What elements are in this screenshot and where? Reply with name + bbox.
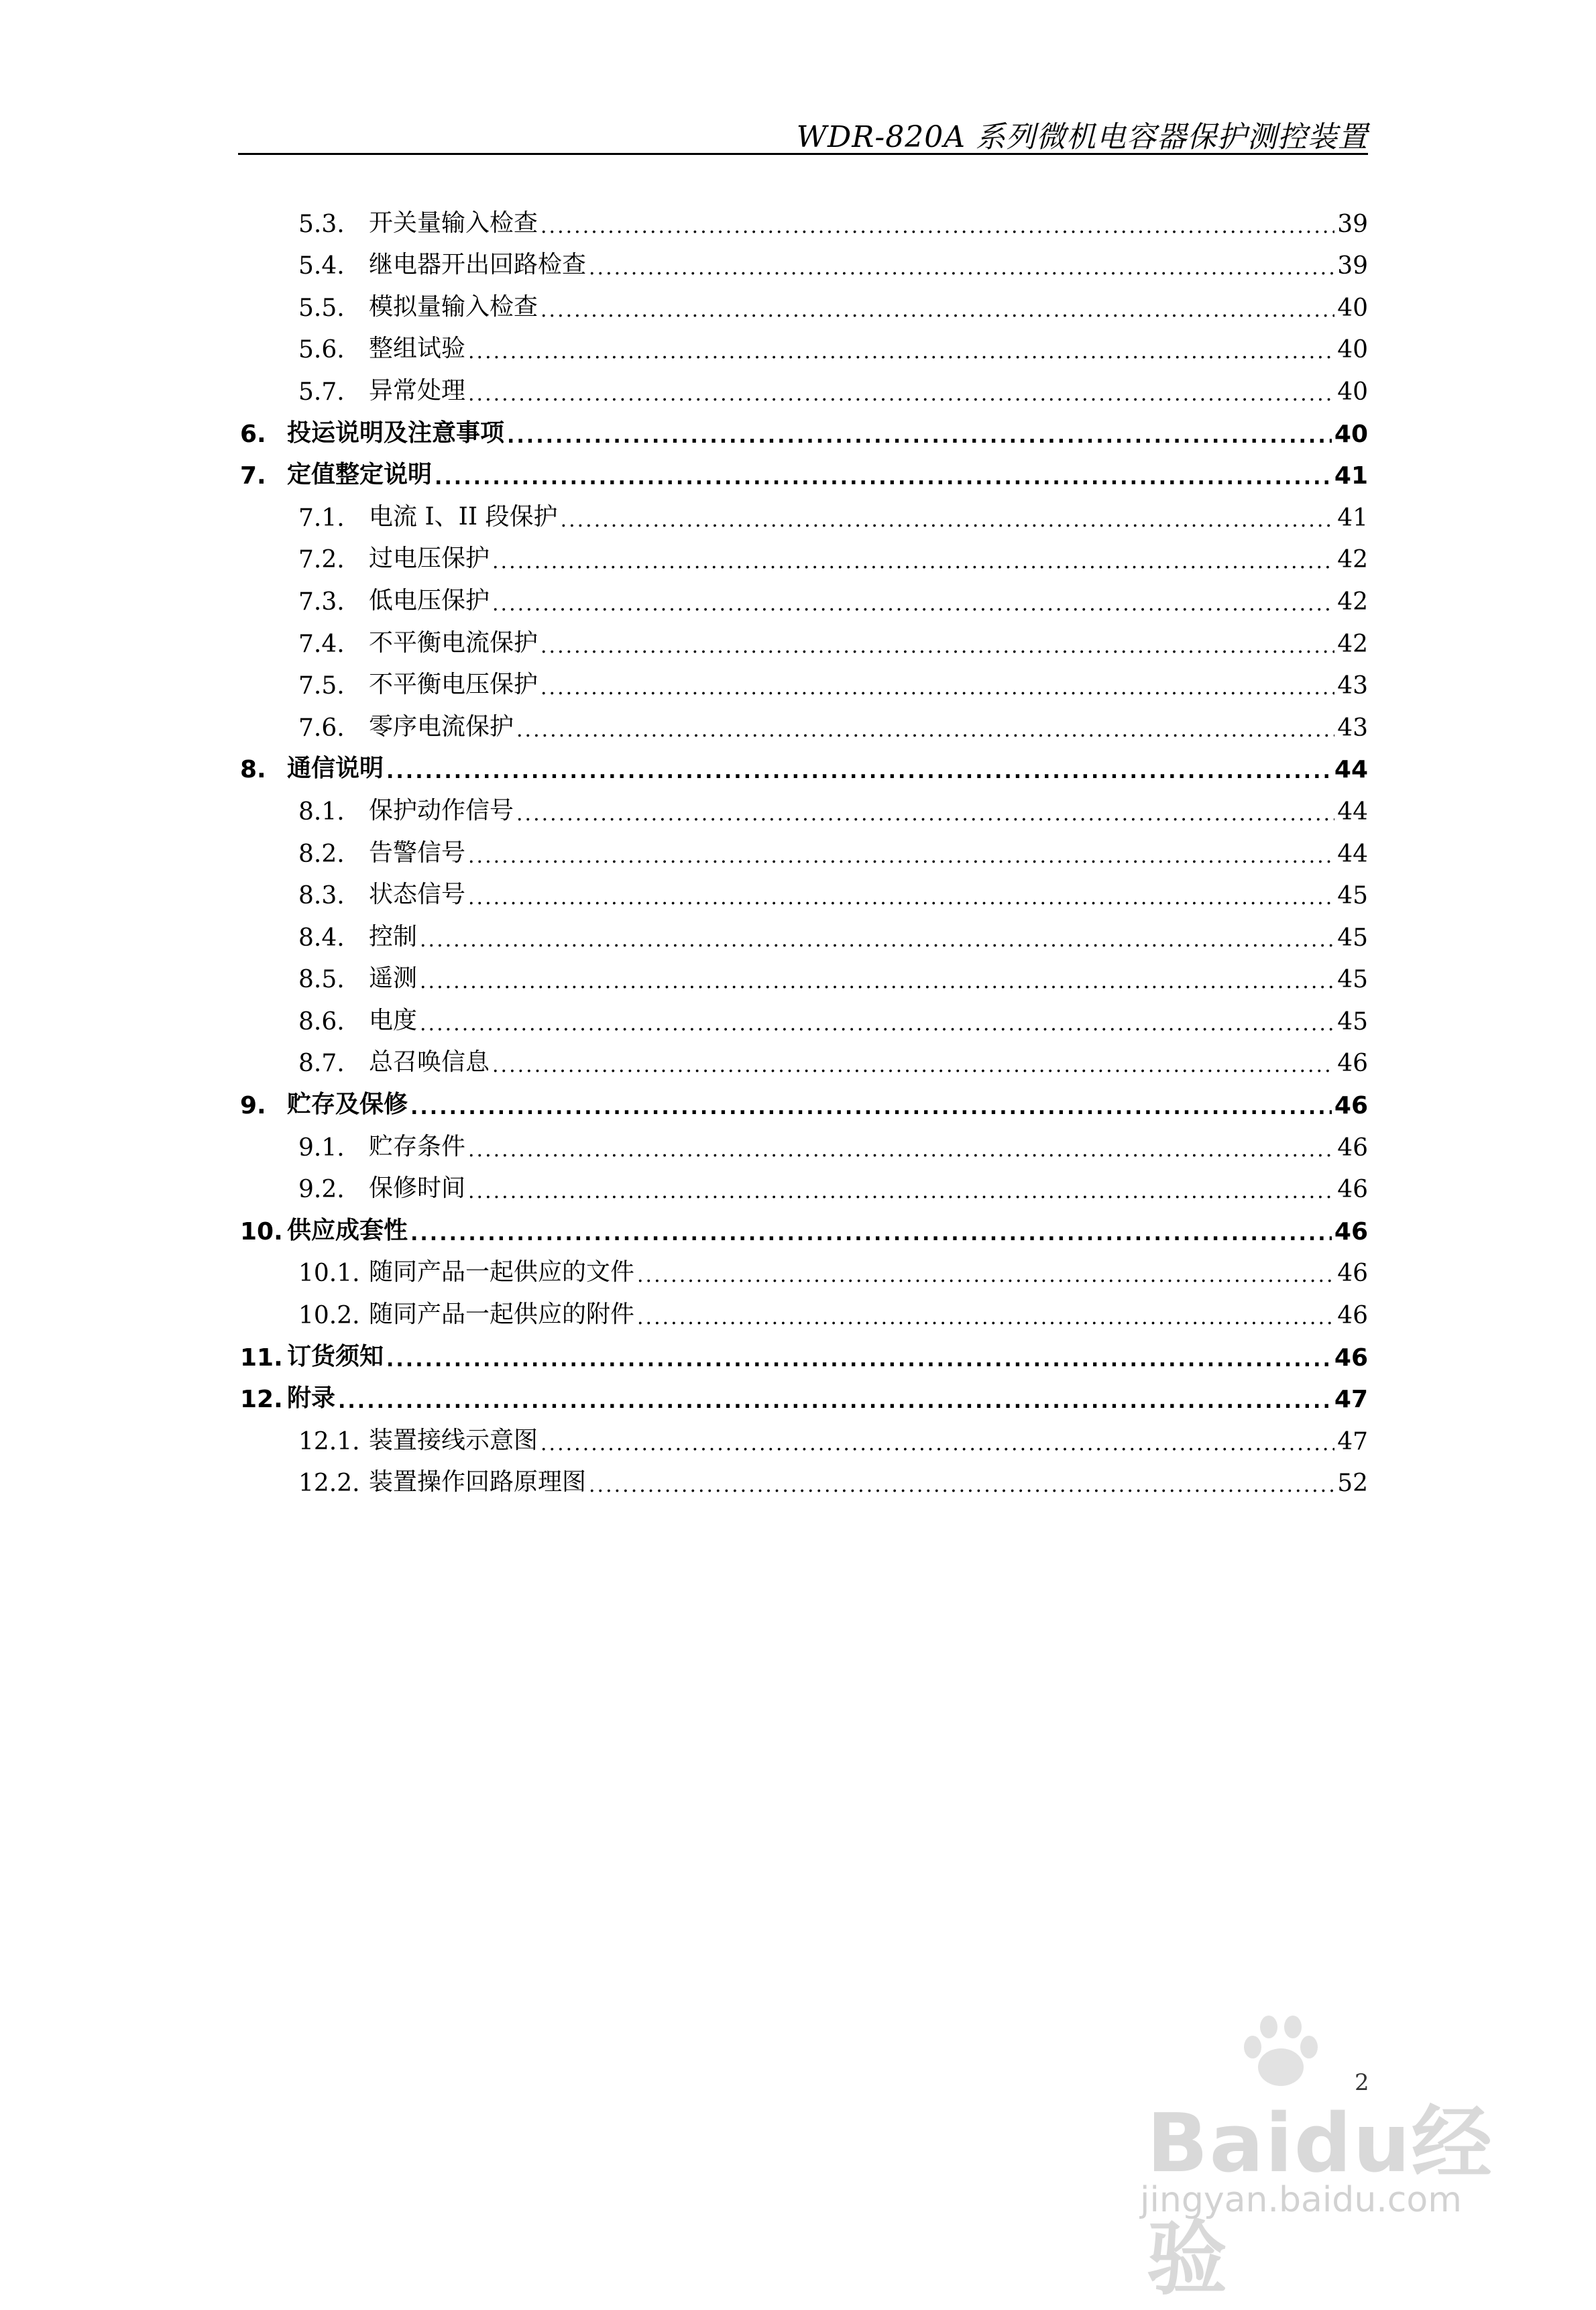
- toc-leader-dots: [435, 465, 1332, 486]
- toc-entry-number: 5.4.: [298, 252, 345, 280]
- toc-entry-label: 贮存条件: [369, 1132, 466, 1160]
- toc-entry-number: 7.4.: [298, 630, 345, 658]
- toc-chapter-entry[interactable]: [238, 448, 1368, 490]
- toc-entry-page: 39: [1337, 252, 1368, 280]
- toc-section-entry[interactable]: [238, 868, 1368, 910]
- toc-entry-page: 47: [1334, 1386, 1368, 1414]
- toc-entry-number: 11.: [240, 1343, 283, 1372]
- toc-leader-dots: [468, 844, 1334, 864]
- toc-leader-dots: [507, 424, 1332, 444]
- toc-leader-dots: [468, 885, 1334, 905]
- toc-entry-label: 异常处理: [369, 376, 466, 404]
- toc-entry-number: 8.4.: [298, 924, 345, 952]
- toc-leader-dots: [420, 969, 1334, 989]
- toc-entry-label: 定值整定说明: [287, 461, 433, 489]
- toc-leader-dots: [561, 508, 1335, 528]
- toc-section-entry[interactable]: [238, 1119, 1368, 1162]
- toc-leader-dots: [540, 634, 1334, 654]
- toc-entry-page: 40: [1337, 378, 1368, 406]
- toc-entry-label: 保修时间: [369, 1174, 466, 1203]
- toc-entry-page: 42: [1337, 630, 1368, 658]
- toc-entry-page: 46: [1337, 1302, 1368, 1330]
- toc-entry-number: 5.3.: [298, 210, 345, 238]
- toc-entry-page: 46: [1334, 1217, 1368, 1246]
- toc-entry-label: 状态信号: [369, 881, 466, 909]
- toc-entry-number: 8.7.: [298, 1050, 345, 1078]
- toc-chapter-entry[interactable]: [238, 406, 1368, 448]
- toc-section-entry[interactable]: [238, 616, 1368, 658]
- toc-section-entry[interactable]: [238, 238, 1368, 280]
- toc-entry-page: 41: [1337, 504, 1368, 532]
- toc-chapter-entry[interactable]: [238, 1077, 1368, 1119]
- toc-entry-label: 投运说明及注意事项: [287, 419, 505, 447]
- toc-section-entry[interactable]: [238, 280, 1368, 322]
- toc-section-entry[interactable]: [238, 783, 1368, 826]
- toc-entry-label: 零序电流保护: [369, 712, 514, 740]
- toc-entry-page: 46: [1337, 1134, 1368, 1162]
- toc-section-entry[interactable]: [238, 700, 1368, 742]
- watermark-brand: Baidu经验: [1147, 2097, 1493, 2306]
- watermark: [1106, 2005, 1509, 2306]
- toc-section-entry[interactable]: [238, 826, 1368, 868]
- toc-entry-label: 电流 I、II 段保护: [369, 502, 558, 531]
- toc-leader-dots: [468, 1179, 1334, 1199]
- toc-entry-number: 7.5.: [298, 672, 345, 700]
- toc-section-entry[interactable]: [238, 1162, 1368, 1204]
- toc-leader-dots: [410, 1221, 1332, 1242]
- toc-entry-label: 模拟量输入检查: [369, 292, 538, 321]
- watermark-url: jingyan.baidu.com: [1140, 2180, 1462, 2220]
- toc-leader-dots: [492, 592, 1334, 612]
- toc-entry-number: 7.1.: [298, 504, 345, 532]
- toc-chapter-entry[interactable]: [238, 742, 1368, 784]
- toc-entry-label: 不平衡电流保护: [369, 628, 538, 657]
- table-of-contents: [238, 196, 1368, 1497]
- toc-entry-label: 供应成套性: [287, 1216, 408, 1244]
- toc-entry-page: 39: [1337, 210, 1368, 238]
- toc-entry-number: 7.3.: [298, 588, 345, 616]
- toc-entry-number: 8.6.: [298, 1007, 345, 1036]
- toc-section-entry[interactable]: [238, 1287, 1368, 1329]
- toc-entry-page: 44: [1337, 840, 1368, 868]
- toc-entry-number: 9.: [240, 1092, 266, 1120]
- toc-leader-dots: [540, 214, 1334, 234]
- toc-entry-number: 12.1.: [298, 1427, 360, 1455]
- toc-section-entry[interactable]: [238, 196, 1368, 238]
- toc-entry-number: 8.5.: [298, 966, 345, 994]
- toc-leader-dots: [540, 675, 1334, 696]
- toc-leader-dots: [386, 1348, 1332, 1368]
- toc-leader-dots: [492, 549, 1334, 569]
- toc-entry-page: 42: [1337, 546, 1368, 574]
- toc-entry-label: 开关量输入检查: [369, 209, 538, 237]
- toc-leader-dots: [468, 1138, 1334, 1158]
- toc-leader-dots: [637, 1263, 1334, 1283]
- toc-section-entry[interactable]: [238, 910, 1368, 952]
- toc-entry-number: 12.2.: [298, 1470, 360, 1498]
- toc-entry-page: 43: [1337, 714, 1368, 742]
- toc-leader-dots: [637, 1305, 1334, 1325]
- toc-entry-number: 7.: [240, 462, 266, 490]
- toc-entry-page: 46: [1334, 1343, 1368, 1372]
- toc-entry-number: 10.1.: [298, 1260, 360, 1288]
- toc-entry-page: 40: [1334, 420, 1368, 448]
- toc-section-entry[interactable]: [238, 1246, 1368, 1288]
- toc-section-entry[interactable]: [238, 952, 1368, 994]
- toc-entry-number: 7.6.: [298, 714, 345, 742]
- toc-section-entry[interactable]: [238, 364, 1368, 406]
- running-header-title: WDR-820A 系列微机电容器保护测控装置: [796, 120, 1368, 154]
- toc-entry-label: 低电压保护: [369, 586, 490, 614]
- toc-leader-dots: [540, 298, 1334, 318]
- toc-leader-dots: [468, 382, 1334, 402]
- toc-entry-label: 贮存及保修: [287, 1091, 408, 1119]
- toc-entry-page: 43: [1337, 672, 1368, 700]
- toc-entry-page: 52: [1337, 1470, 1368, 1498]
- toc-entry-number: 8.3.: [298, 882, 345, 910]
- toc-entry-page: 41: [1334, 462, 1368, 490]
- toc-entry-number: 8.1.: [298, 798, 345, 826]
- toc-leader-dots: [540, 1431, 1334, 1451]
- toc-entry-label: 控制: [369, 922, 418, 950]
- toc-entry-number: 10.2.: [298, 1302, 360, 1330]
- toc-entry-label: 总召唤信息: [369, 1048, 490, 1077]
- toc-entry-label: 通信说明: [287, 755, 384, 783]
- toc-entry-label: 不平衡电压保护: [369, 671, 538, 699]
- toc-leader-dots: [468, 339, 1334, 360]
- toc-section-entry[interactable]: [238, 532, 1368, 574]
- toc-entry-page: 42: [1337, 588, 1368, 616]
- toc-section-entry[interactable]: [238, 490, 1368, 532]
- toc-entry-page: 45: [1337, 882, 1368, 910]
- toc-section-entry[interactable]: [238, 573, 1368, 616]
- toc-chapter-entry[interactable]: [238, 1203, 1368, 1246]
- toc-entry-number: 8.2.: [298, 840, 345, 868]
- toc-entry-label: 随同产品一起供应的文件: [369, 1258, 635, 1286]
- toc-leader-dots: [338, 1389, 1332, 1409]
- toc-entry-page: 46: [1337, 1050, 1368, 1078]
- toc-entry-page: 46: [1334, 1092, 1368, 1120]
- toc-entry-number: 9.1.: [298, 1134, 345, 1162]
- toc-entry-page: 40: [1337, 294, 1368, 322]
- toc-entry-page: 40: [1337, 336, 1368, 364]
- toc-entry-page: 47: [1337, 1427, 1368, 1455]
- toc-entry-label: 遥测: [369, 965, 418, 993]
- toc-chapter-entry[interactable]: [238, 1329, 1368, 1372]
- toc-entry-label: 装置接线示意图: [369, 1426, 538, 1454]
- toc-entry-label: 过电压保护: [369, 545, 490, 573]
- toc-leader-dots: [516, 802, 1334, 822]
- toc-entry-label: 整组试验: [369, 335, 466, 363]
- toc-leader-dots: [589, 256, 1334, 276]
- toc-entry-number: 10.: [240, 1217, 283, 1246]
- toc-entry-page: 46: [1337, 1260, 1368, 1288]
- toc-entry-label: 告警信号: [369, 838, 466, 867]
- toc-leader-dots: [420, 928, 1334, 948]
- toc-chapter-entry[interactable]: [238, 1372, 1368, 1414]
- toc-section-entry[interactable]: [238, 993, 1368, 1036]
- toc-leader-dots: [516, 718, 1334, 738]
- toc-section-entry[interactable]: [238, 1455, 1368, 1498]
- toc-entry-page: 46: [1337, 1176, 1368, 1204]
- header-rule: [238, 153, 1368, 155]
- toc-leader-dots: [410, 1095, 1332, 1115]
- toc-section-entry[interactable]: [238, 1413, 1368, 1455]
- toc-entry-label: 继电器开出回路检查: [369, 251, 587, 279]
- toc-entry-label: 保护动作信号: [369, 796, 514, 824]
- toc-section-entry[interactable]: [238, 658, 1368, 700]
- toc-entry-label: 随同产品一起供应的附件: [369, 1301, 635, 1329]
- toc-entry-label: 电度: [369, 1006, 418, 1034]
- toc-entry-label: 附录: [287, 1384, 336, 1413]
- toc-section-entry[interactable]: [238, 322, 1368, 364]
- toc-entry-number: 5.6.: [298, 336, 345, 364]
- toc-entry-label: 装置操作回路原理图: [369, 1468, 587, 1496]
- toc-entry-number: 9.2.: [298, 1176, 345, 1204]
- toc-entry-number: 7.2.: [298, 546, 345, 574]
- toc-leader-dots: [589, 1473, 1334, 1493]
- toc-leader-dots: [386, 759, 1332, 779]
- toc-entry-page: 44: [1337, 798, 1368, 826]
- toc-entry-number: 12.: [240, 1386, 283, 1414]
- toc-entry-page: 45: [1337, 1007, 1368, 1036]
- toc-entry-label: 订货须知: [287, 1342, 384, 1370]
- toc-entry-page: 45: [1337, 966, 1368, 994]
- toc-leader-dots: [492, 1053, 1334, 1073]
- toc-entry-number: 6.: [240, 420, 266, 448]
- toc-entry-page: 45: [1337, 924, 1368, 952]
- toc-entry-number: 8.: [240, 756, 266, 784]
- toc-entry-page: 44: [1334, 756, 1368, 784]
- toc-entry-number: 5.7.: [298, 378, 345, 406]
- page-number: 2: [1355, 2069, 1369, 2096]
- toc-entry-number: 5.5.: [298, 294, 345, 322]
- toc-section-entry[interactable]: [238, 1036, 1368, 1078]
- toc-leader-dots: [420, 1011, 1334, 1032]
